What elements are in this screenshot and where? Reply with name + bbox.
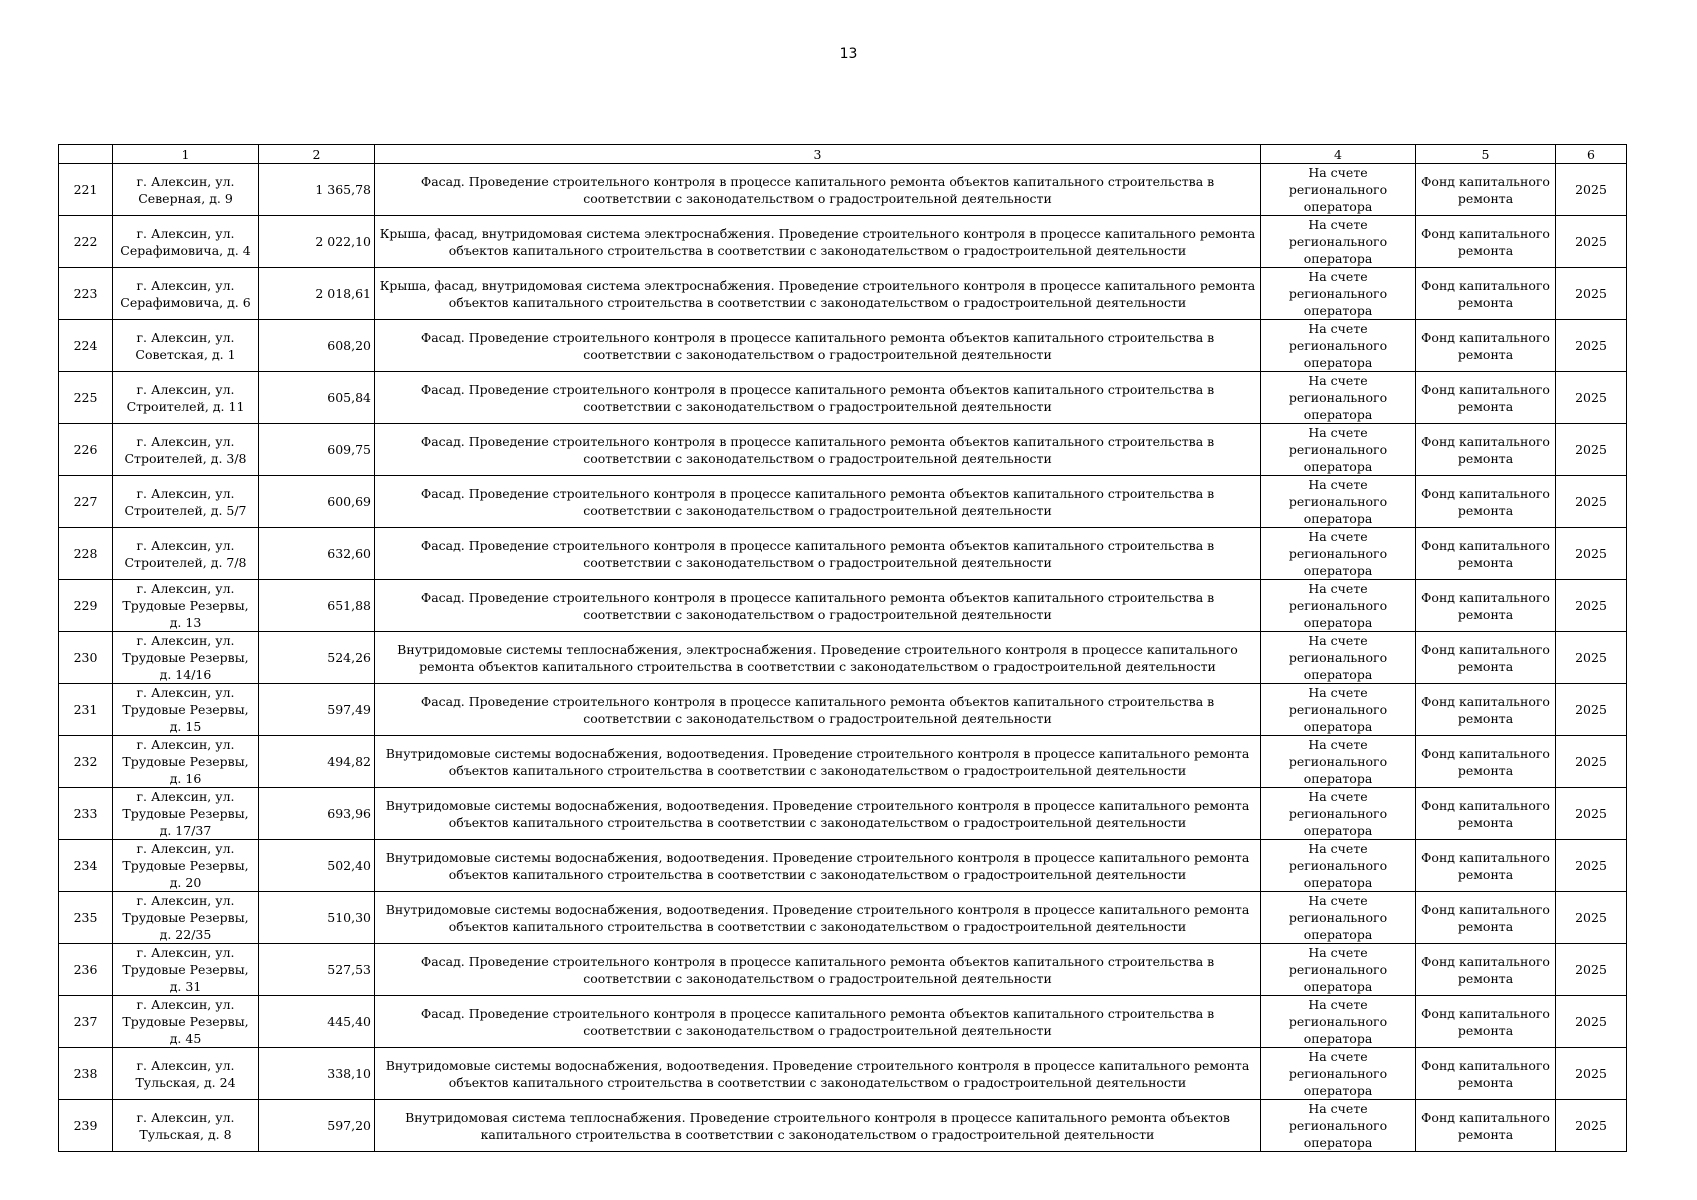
address-cell: г. Алексин, ул. Тульская, д. 8 [113, 1100, 259, 1152]
table-row [59, 788, 1627, 840]
works-cell: Внутридомовая система теплоснабжения. Проведение строительного контроля в процессе капитального ремонта объектов капитального строительства в соответствии с законодательством о градостроительной деятельности [375, 1100, 1261, 1152]
works-cell: Фасад. Проведение строительного контроля в процессе капитального ремонта объектов капитального строительства в соответствии с законодательством о градостроительной деятельности [375, 996, 1261, 1048]
works-cell: Фасад. Проведение строительного контроля в процессе капитального ремонта объектов капитального строительства в соответствии с законодательством о градостроительной деятельности [375, 580, 1261, 632]
year-cell: 2025 [1556, 1100, 1627, 1152]
address-cell: г. Алексин, ул. Трудовые Резервы, д. 15 [113, 684, 259, 736]
row-number: 234 [59, 840, 113, 892]
area-cell: 608,20 [259, 320, 375, 372]
address-cell: г. Алексин, ул. Трудовые Резервы, д. 13 [113, 580, 259, 632]
area-cell: 597,49 [259, 684, 375, 736]
area-cell: 605,84 [259, 372, 375, 424]
address-cell: г. Алексин, ул. Строителей, д. 11 [113, 372, 259, 424]
account-cell: На счете регионального оператора [1261, 996, 1416, 1048]
works-cell: Фасад. Проведение строительного контроля в процессе капитального ремонта объектов капитального строительства в соответствии с законодательством о градостроительной деятельности [375, 528, 1261, 580]
works-cell: Фасад. Проведение строительного контроля в процессе капитального ремонта объектов капитального строительства в соответствии с законодательством о градостроительной деятельности [375, 164, 1261, 216]
address-cell: г. Алексин, ул. Трудовые Резервы, д. 17/37 [113, 788, 259, 840]
table-row [59, 580, 1627, 632]
area-cell: 597,20 [259, 1100, 375, 1152]
row-number: 222 [59, 216, 113, 268]
fund-cell: Фонд капитального ремонта [1416, 788, 1556, 840]
fund-cell: Фонд капитального ремонта [1416, 268, 1556, 320]
table-row [59, 996, 1627, 1048]
year-cell: 2025 [1556, 788, 1627, 840]
address-cell: г. Алексин, ул. Северная, д. 9 [113, 164, 259, 216]
address-cell: г. Алексин, ул. Строителей, д. 7/8 [113, 528, 259, 580]
fund-cell: Фонд капитального ремонта [1416, 1048, 1556, 1100]
address-cell: г. Алексин, ул. Трудовые Резервы, д. 14/16 [113, 632, 259, 684]
area-cell: 494,82 [259, 736, 375, 788]
year-cell: 2025 [1556, 684, 1627, 736]
table-row [59, 424, 1627, 476]
fund-cell: Фонд капитального ремонта [1416, 320, 1556, 372]
area-cell: 338,10 [259, 1048, 375, 1100]
account-cell: На счете регионального оператора [1261, 1100, 1416, 1152]
address-cell: г. Алексин, ул. Трудовые Резервы, д. 31 [113, 944, 259, 996]
works-cell: Внутридомовые системы теплоснабжения, электроснабжения. Проведение строительного контроля в процессе капитального ремонта объектов капитального строительства в соответствии с законодательством о градостроительной деятельности [375, 632, 1261, 684]
row-number: 231 [59, 684, 113, 736]
account-cell: На счете регионального оператора [1261, 632, 1416, 684]
table-row [59, 320, 1627, 372]
table-row [59, 268, 1627, 320]
fund-cell: Фонд капитального ремонта [1416, 476, 1556, 528]
table-row [59, 944, 1627, 996]
table-row [59, 216, 1627, 268]
fund-cell: Фонд капитального ремонта [1416, 996, 1556, 1048]
fund-cell: Фонд капитального ремонта [1416, 944, 1556, 996]
address-cell: г. Алексин, ул. Трудовые Резервы, д. 45 [113, 996, 259, 1048]
works-cell: Фасад. Проведение строительного контроля в процессе капитального ремонта объектов капитального строительства в соответствии с законодательством о градостроительной деятельности [375, 684, 1261, 736]
page-number: 13 [839, 46, 858, 62]
table-row [59, 632, 1627, 684]
fund-cell: Фонд капитального ремонта [1416, 372, 1556, 424]
area-cell: 445,40 [259, 996, 375, 1048]
table-row [59, 1048, 1627, 1100]
year-cell: 2025 [1556, 216, 1627, 268]
works-cell: Внутридомовые системы водоснабжения, водоотведения. Проведение строительного контроля в процессе капитального ремонта объектов капитального строительства в соответствии с законодательством о градостроительной деятельности [375, 788, 1261, 840]
account-cell: На счете регионального оператора [1261, 528, 1416, 580]
row-number: 223 [59, 268, 113, 320]
year-cell: 2025 [1556, 736, 1627, 788]
fund-cell: Фонд капитального ремонта [1416, 528, 1556, 580]
year-cell: 2025 [1556, 164, 1627, 216]
row-number: 229 [59, 580, 113, 632]
address-cell: г. Алексин, ул. Трудовые Резервы, д. 20 [113, 840, 259, 892]
table-row [59, 528, 1627, 580]
row-number: 233 [59, 788, 113, 840]
table-row [59, 1100, 1627, 1152]
table-row [59, 476, 1627, 528]
fund-cell: Фонд капитального ремонта [1416, 736, 1556, 788]
address-cell: г. Алексин, ул. Строителей, д. 3/8 [113, 424, 259, 476]
address-cell: г. Алексин, ул. Трудовые Резервы, д. 16 [113, 736, 259, 788]
fund-cell: Фонд капитального ремонта [1416, 684, 1556, 736]
table-row [59, 372, 1627, 424]
row-number: 239 [59, 1100, 113, 1152]
account-cell: На счете регионального оператора [1261, 944, 1416, 996]
address-cell: г. Алексин, ул. Тульская, д. 24 [113, 1048, 259, 1100]
works-cell: Крыша, фасад, внутридомовая система электроснабжения. Проведение строительного контроля в процессе капитального ремонта объектов капитального строительства в соответствии с законодательством о градостроительной деятельности [375, 216, 1261, 268]
table-row [59, 892, 1627, 944]
year-cell: 2025 [1556, 996, 1627, 1048]
table-row [59, 684, 1627, 736]
account-cell: На счете регионального оператора [1261, 788, 1416, 840]
row-number: 230 [59, 632, 113, 684]
works-cell: Внутридомовые системы водоснабжения, водоотведения. Проведение строительного контроля в процессе капитального ремонта объектов капитального строительства в соответствии с законодательством о градостроительной деятельности [375, 892, 1261, 944]
account-cell: На счете регионального оператора [1261, 320, 1416, 372]
year-cell: 2025 [1556, 268, 1627, 320]
year-cell: 2025 [1556, 1048, 1627, 1100]
fund-cell: Фонд капитального ремонта [1416, 632, 1556, 684]
year-cell: 2025 [1556, 372, 1627, 424]
table-row [59, 840, 1627, 892]
row-number: 225 [59, 372, 113, 424]
area-cell: 510,30 [259, 892, 375, 944]
fund-cell: Фонд капитального ремонта [1416, 1100, 1556, 1152]
year-cell: 2025 [1556, 944, 1627, 996]
account-cell: На счете регионального оператора [1261, 216, 1416, 268]
year-cell: 2025 [1556, 320, 1627, 372]
row-number: 235 [59, 892, 113, 944]
account-cell: На счете регионального оператора [1261, 580, 1416, 632]
fund-cell: Фонд капитального ремонта [1416, 424, 1556, 476]
fund-cell: Фонд капитального ремонта [1416, 580, 1556, 632]
repair-plan-table [58, 144, 1627, 1152]
account-cell: На счете регионального оператора [1261, 892, 1416, 944]
address-cell: г. Алексин, ул. Трудовые Резервы, д. 22/35 [113, 892, 259, 944]
works-cell: Внутридомовые системы водоснабжения, водоотведения. Проведение строительного контроля в процессе капитального ремонта объектов капитального строительства в соответствии с законодательством о градостроительной деятельности [375, 1048, 1261, 1100]
column-header: 3 [375, 145, 1261, 164]
area-cell: 600,69 [259, 476, 375, 528]
address-cell: г. Алексин, ул. Строителей, д. 5/7 [113, 476, 259, 528]
column-header: 6 [1556, 145, 1627, 164]
row-number: 224 [59, 320, 113, 372]
account-cell: На счете регионального оператора [1261, 268, 1416, 320]
year-cell: 2025 [1556, 892, 1627, 944]
column-header: 5 [1416, 145, 1556, 164]
table-row [59, 164, 1627, 216]
works-cell: Фасад. Проведение строительного контроля в процессе капитального ремонта объектов капитального строительства в соответствии с законодательством о градостроительной деятельности [375, 372, 1261, 424]
account-cell: На счете регионального оператора [1261, 372, 1416, 424]
column-header: 4 [1261, 145, 1416, 164]
works-cell: Фасад. Проведение строительного контроля в процессе капитального ремонта объектов капитального строительства в соответствии с законодательством о градостроительной деятельности [375, 320, 1261, 372]
fund-cell: Фонд капитального ремонта [1416, 216, 1556, 268]
address-cell: г. Алексин, ул. Серафимовича, д. 4 [113, 216, 259, 268]
area-cell: 1 365,78 [259, 164, 375, 216]
table-header [59, 145, 1627, 164]
row-number: 227 [59, 476, 113, 528]
year-cell: 2025 [1556, 840, 1627, 892]
works-cell: Фасад. Проведение строительного контроля в процессе капитального ремонта объектов капитального строительства в соответствии с законодательством о градостроительной деятельности [375, 944, 1261, 996]
table-row [59, 736, 1627, 788]
row-number: 221 [59, 164, 113, 216]
works-cell: Фасад. Проведение строительного контроля в процессе капитального ремонта объектов капитального строительства в соответствии с законодательством о градостроительной деятельности [375, 424, 1261, 476]
year-cell: 2025 [1556, 580, 1627, 632]
account-cell: На счете регионального оператора [1261, 684, 1416, 736]
row-number: 236 [59, 944, 113, 996]
account-cell: На счете регионального оператора [1261, 164, 1416, 216]
area-cell: 527,53 [259, 944, 375, 996]
area-cell: 2 018,61 [259, 268, 375, 320]
header-row [59, 145, 1627, 164]
works-cell: Фасад. Проведение строительного контроля в процессе капитального ремонта объектов капитального строительства в соответствии с законодательством о градостроительной деятельности [375, 476, 1261, 528]
address-cell: г. Алексин, ул. Советская, д. 1 [113, 320, 259, 372]
area-cell: 502,40 [259, 840, 375, 892]
year-cell: 2025 [1556, 632, 1627, 684]
area-cell: 651,88 [259, 580, 375, 632]
account-cell: На счете регионального оператора [1261, 476, 1416, 528]
account-cell: На счете регионального оператора [1261, 424, 1416, 476]
area-cell: 2 022,10 [259, 216, 375, 268]
area-cell: 524,26 [259, 632, 375, 684]
column-header [59, 145, 113, 164]
account-cell: На счете регионального оператора [1261, 736, 1416, 788]
row-number: 238 [59, 1048, 113, 1100]
works-cell: Внутридомовые системы водоснабжения, водоотведения. Проведение строительного контроля в процессе капитального ремонта объектов капитального строительства в соответствии с законодательством о градостроительной деятельности [375, 840, 1261, 892]
address-cell: г. Алексин, ул. Серафимовича, д. 6 [113, 268, 259, 320]
row-number: 226 [59, 424, 113, 476]
fund-cell: Фонд капитального ремонта [1416, 892, 1556, 944]
year-cell: 2025 [1556, 476, 1627, 528]
year-cell: 2025 [1556, 528, 1627, 580]
row-number: 232 [59, 736, 113, 788]
works-cell: Крыша, фасад, внутридомовая система электроснабжения. Проведение строительного контроля в процессе капитального ремонта объектов капитального строительства в соответствии с законодательством о градостроительной деятельности [375, 268, 1261, 320]
area-cell: 693,96 [259, 788, 375, 840]
area-cell: 632,60 [259, 528, 375, 580]
account-cell: На счете регионального оператора [1261, 1048, 1416, 1100]
works-cell: Внутридомовые системы водоснабжения, водоотведения. Проведение строительного контроля в процессе капитального ремонта объектов капитального строительства в соответствии с законодательством о градостроительной деятельности [375, 736, 1261, 788]
fund-cell: Фонд капитального ремонта [1416, 164, 1556, 216]
area-cell: 609,75 [259, 424, 375, 476]
row-number: 237 [59, 996, 113, 1048]
fund-cell: Фонд капитального ремонта [1416, 840, 1556, 892]
column-header: 1 [113, 145, 259, 164]
table-body [59, 164, 1627, 1152]
column-header: 2 [259, 145, 375, 164]
account-cell: На счете регионального оператора [1261, 840, 1416, 892]
row-number: 228 [59, 528, 113, 580]
year-cell: 2025 [1556, 424, 1627, 476]
